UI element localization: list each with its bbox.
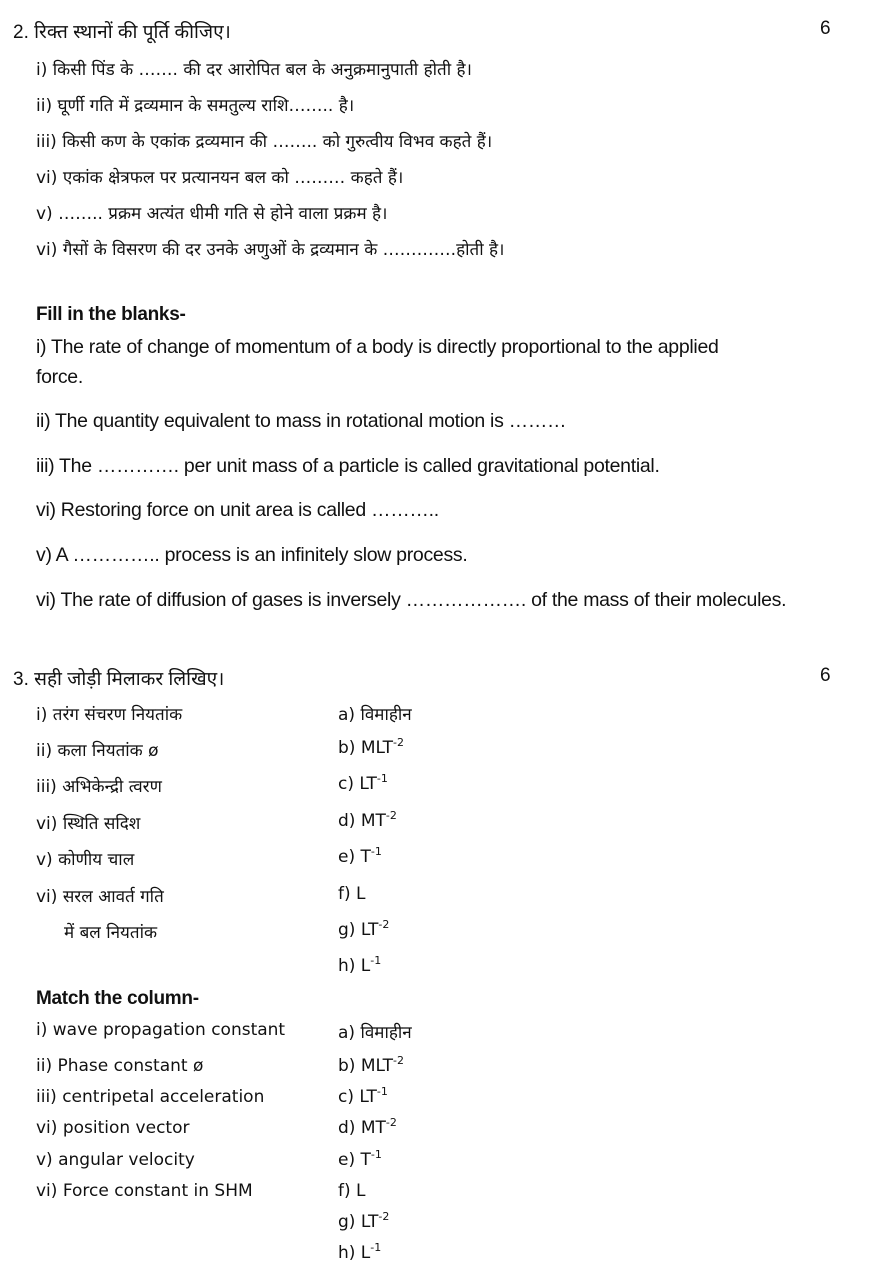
q2-english-item-continued: force. [36,366,83,388]
q3-hindi-left-item-continued: में बल नियतांक [64,923,158,943]
q3-english-left-item: i) wave propagation constant [36,1020,286,1040]
q3-hindi-left-item: iii) अभिकेन्द्री त्वरण [36,777,162,797]
q3-english-right-item: h) $L^{-1}$ [338,1241,382,1263]
q3-hindi-left-item: vi) सरल आवर्त गति [36,887,164,907]
q3-title: 3. सही जोड़ी मिलाकर लिखिए। [13,669,225,690]
q2-english-heading: Fill in the blanks- [36,304,186,325]
q2-hindi-item: vi) गैसों के विसरण की दर उनके अणुओं के द्रव्यमान के ………….होती है। [36,240,505,260]
q3-english-left-item: iii) centripetal acceleration [36,1087,265,1107]
q2-english-item: vi) The rate of diffusion of gases is inversely ………………. of the mass of their molecules. [36,589,787,611]
q2-marks: 6 [820,18,831,39]
q3-english-heading: Match the column- [36,988,199,1009]
q3-english-left-item: vi) position vector [36,1118,190,1138]
q3-hindi-left-item: ii) कला नियतांक ø [36,741,159,761]
q2-hindi-item: i) किसी पिंड के ……. की दर आरोपित बल के अनुक्रमानुपाती होती है। [36,60,473,80]
q2-hindi-item: iii) किसी कण के एकांक द्रव्यमान की …….. को गुरुत्वीय विभव कहते हैं। [36,132,493,152]
q3-hindi-right-item: d) $MT^{-2}$ [338,809,397,831]
q2-english-item: i) The rate of change of momentum of a body is directly proportional to the applied [36,336,719,358]
q3-hindi-right-item: f) L [338,884,366,904]
q3-hindi-left-item: i) तरंग संचरण नियतांक [36,705,183,725]
q3-english-right-item: d) $MT^{-2}$ [338,1116,397,1138]
q3-english-right-item: e) $T^{-1}$ [338,1148,382,1170]
q3-english-right-item: b) $MLT^{-2}$ [338,1054,404,1076]
q3-hindi-right-item: g) $LT^{-2}$ [338,918,390,940]
q2-english-item: vi) Restoring force on unit area is called ……….. [36,499,439,521]
q3-hindi-left-item: v) कोणीय चाल [36,850,135,870]
q3-hindi-right-item: h) $L^{-1}$ [338,954,382,976]
q2-english-item: iii) The …………. per unit mass of a particle is called gravitational potential. [36,455,660,477]
q2-hindi-item: ii) घूर्णी गति में द्रव्यमान के समतुल्य राशि…….. है। [36,96,355,116]
q3-english-left-item: vi) Force constant in SHM [36,1181,253,1201]
q3-english-right-item: f) L [338,1181,366,1201]
q3-hindi-left-item: vi) स्थिति सदिश [36,814,141,834]
q3-marks: 6 [820,665,831,686]
q2-english-item: ii) The quantity equivalent to mass in rotational motion is ……… [36,410,567,432]
q2-hindi-item: v) …….. प्रक्रम अत्यंत धीमी गति से होने वाला प्रक्रम है। [36,204,388,224]
q2-title: 2. रिक्त स्थानों की पूर्ति कीजिए। [13,22,231,43]
q3-hindi-right-item: e) $T^{-1}$ [338,845,382,867]
q2-hindi-item: vi) एकांक क्षेत्रफल पर प्रत्यानयन बल को ……… कहते हैं। [36,168,404,188]
q3-english-right-item: g) $LT^{-2}$ [338,1210,390,1232]
q3-hindi-right-item: b) $MLT^{-2}$ [338,736,404,758]
q2-english-item: v) A ………….. process is an infinitely slow process. [36,544,468,566]
q3-english-left-item: ii) Phase constant ø [36,1056,204,1076]
q3-hindi-right-item: c) $LT^{-1}$ [338,772,388,794]
q3-hindi-right-item: a) विमाहीन [338,705,412,725]
q3-english-right-item: c) $LT^{-1}$ [338,1085,388,1107]
q3-english-right-item: a) विमाहीन [338,1023,412,1043]
q3-english-left-item: v) angular velocity [36,1150,195,1170]
